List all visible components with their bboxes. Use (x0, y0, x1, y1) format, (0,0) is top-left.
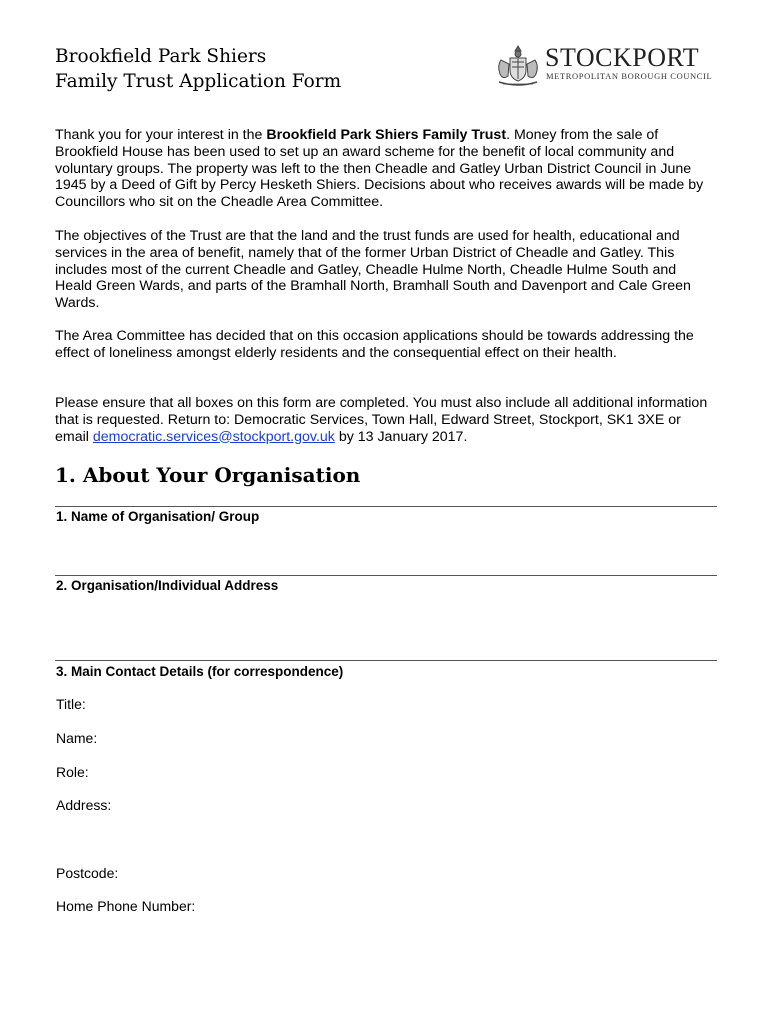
contact-name-label: Name: (56, 730, 98, 746)
form-title (55, 44, 341, 94)
intro-p4-start: Please ensure that all boxes on this form are completed. You must also include all additional information that is requested. Return to: Democratic Services, Town Hall, Edward Street, Stockport, SK1 3XE or email (55, 395, 708, 445)
form-title-line-2: Family Trust Application Form (55, 71, 342, 92)
email-link[interactable]: democratic.services@stockport.gov.uk (92, 428, 335, 445)
organisation-name-label: 1. Name of Organisation/ Group (56, 509, 260, 524)
divider (55, 506, 717, 507)
contact-title-label: Title: (56, 696, 86, 712)
divider (55, 575, 717, 576)
intro-paragraph-2: The objectives of the Trust are that the land and the trust funds are used for health, educational and services in the area of benefit, namely that of the former Urban District of Cheadle and Gatley. This includes most of the current Cheadle and Gatley, Cheadle Hulme North, Cheadle Hulme South and Heald Green Wards, and parts of the Bramhall North, Bramhall South and Davenport and Cale Green Wards. (55, 228, 691, 312)
section-heading-about-organisation: 1. About Your Organisation (55, 463, 361, 487)
intro-p4-end: by 13 January 2017. (334, 428, 468, 445)
contact-home-phone-label: Home Phone Number: (56, 898, 196, 914)
logo-wordmark: STOCKPORT (545, 43, 700, 72)
logo-subtitle: METROPOLITAN BOROUGH COUNCIL (546, 71, 713, 81)
divider (55, 660, 717, 661)
organisation-name-field[interactable] (55, 530, 717, 574)
organisation-address-label: 2. Organisation/Individual Address (56, 578, 279, 593)
trust-name-bold: Brookfield Park Shiers Family Trust (266, 127, 507, 143)
intro-paragraph-3: The Area Committee has decided that on this occasion applications should be towards addressing the effect of loneliness amongst elderly residents and the consequential effect on their health. (55, 328, 694, 361)
organisation-address-field[interactable] (55, 599, 717, 659)
intro-paragraph-4 (55, 395, 715, 445)
stockport-council-logo (493, 42, 718, 88)
main-contact-label: 3. Main Contact Details (for correspondence) (56, 664, 344, 679)
intro-p1-end: . Money from the sale of Brookfield House has been used to set up an award scheme for the benefit of local community and voluntary groups. The property was left to the then Cheadle and Gatley Urban District Council in June 1945 by a Deed of Gift by Percy Hesketh Shiers. Decisions about who receives awards will be made by Councillors who sit on the Cheadle Area Committee. (55, 127, 704, 211)
intro-p1-start: Thank you for your interest in the (55, 127, 267, 143)
intro-paragraph-1 (55, 127, 715, 211)
form-title-line-1: Brookfield Park Shiers (55, 46, 267, 67)
contact-address-label: Address: (56, 797, 112, 813)
council-crest-icon (493, 42, 543, 88)
contact-postcode-label: Postcode: (56, 865, 119, 881)
contact-role-label: Role: (56, 764, 89, 780)
